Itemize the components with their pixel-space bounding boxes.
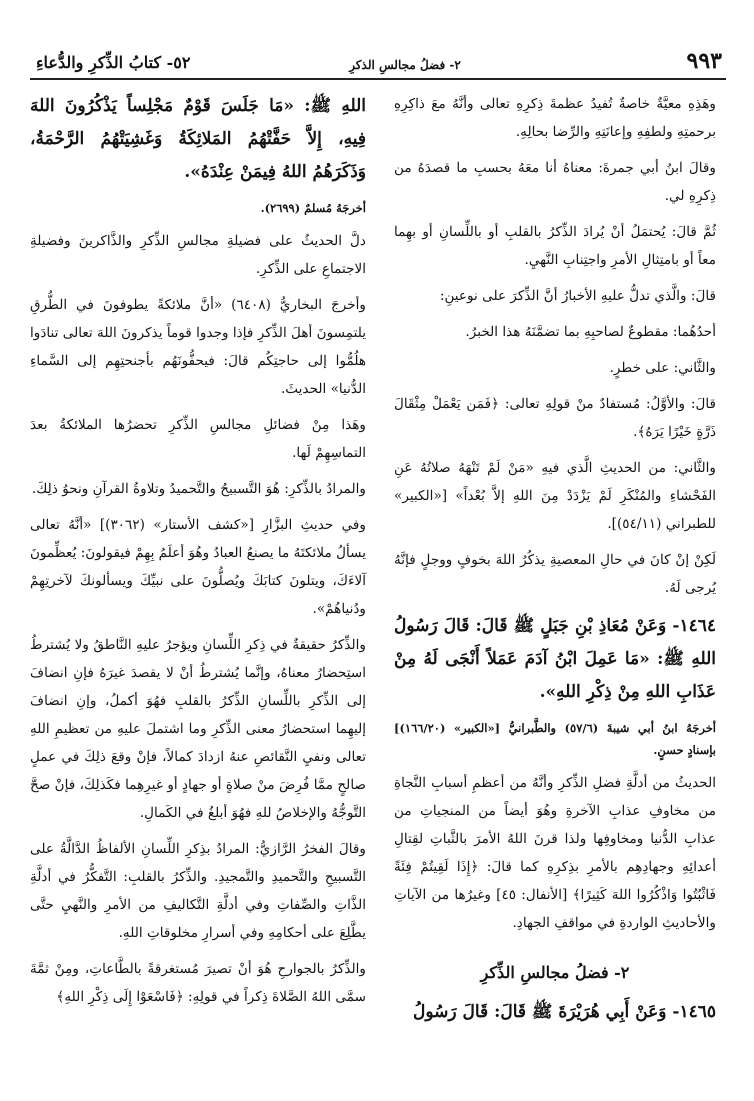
paragraph: قالَ: والأوَّلُ: مُستفادٌ منْ قولِهِ تعالى: ﴿فَمَن يَعْمَلْ مِثْقَالَ ذَرَّةٍ خَيْرًا يَرَهُ﴾. bbox=[394, 396, 716, 440]
running-book-title: ٥٢- كتابُ الذِّكرِ والدُّعاءِ bbox=[36, 53, 191, 72]
paragraph: والذِّكرُ حقيقةٌ في ذِكرِ اللِّسانِ ويؤجرُ عليهِ النَّاطقُ ولا يُشترطُ استِحضارُ معناهُ، وإنَّما يُشترطُ أنْ لا يقصدَ غيرَهُ فإنِ انضافَ إلى الذِّكرِ باللِّسانِ الذِّكرُ بالقلبِ فهُوَ أكملُ، وإنِ انضافَ إليهِما استحضارُ معنى الذِّكرِ وما اشتملَ عليهِ من تعظيمِ اللهِ تعالى ونفيِ النَّقائصِ عنهُ ازدادَ كمالاً، فإنْ وقعَ ذلِكَ في عملٍ صالحٍ ممَّا فُرِضَ منْ صلاةٍ أو جهادٍ أو غيرِهِما فكَذلِكَ، فإنْ صحَّ التَّوجُّهُ والإخلاصُ للهِ فهُوَ أبلغُ في الكَمالِ. bbox=[30, 637, 366, 821]
section-heading: ٢- فضلُ مجالسِ الذِّكرِ bbox=[480, 963, 630, 982]
left-column bbox=[30, 90, 366, 1019]
paragraph: أحدُهُما: مقطوعٌ لصاحبِهِ بما تضمَّنَهُ هذا الخبرُ. bbox=[465, 324, 716, 340]
paragraph: وأخرجَ البخاريُّ (٦٤٠٨) «أنَّ ملائكةً يطوفونَ في الطُّرقِ يلتمِسونَ أهلَ الذِّكرِ فإذا وجدوا قوماً يذكرونَ اللهَ تعالى تنادَوا هلُمُّوا إلى حاجتِكُم قالَ: فيحفُّونَهُم بأجنحتِهِم إلى السَّماءِ الدُّنيا» الحديثَ. bbox=[30, 297, 366, 397]
running-section-title: ٢- فضلُ مجالسِ الذكرِ bbox=[349, 58, 461, 72]
hadith-1465-source: أخرجَهُ مُسلمٌ (٢٦٩٩). bbox=[260, 201, 366, 215]
paragraph: قالَ: والَّذي تدلُّ عليهِ الأخبارُ أنَّ الذِّكرَ على نوعينِ: bbox=[439, 288, 716, 304]
paragraph: وقالَ الفخرُ الرَّازيُّ: المرادُ بذِكرِ اللِّسانِ الألفاظُ الدَّالَّةُ على التَّسبيحِ والتَّحميدِ والتَّمجيدِ. والذِّكرُ بالقلبِ: التَّفكُّرُ في أدلَّةِ الذَّاتِ والصِّفاتِ وفي أدلَّةِ التَّكاليفِ من الأمرِ والنَّهيِ حتَّى يطَّلِعَ على أحكامِهِ وفي أسرارِ مخلوقاتِ اللهِ. bbox=[30, 841, 366, 941]
paragraph: الحديثُ من أدلَّةِ فضلِ الذِّكرِ وأنَّهُ من أعظمِ أسبابِ النَّجاةِ من مخاوفِ عذابِ الآخرةِ وهُوَ أيضاً من المنجياتِ من عذابِ الدُّنيا ومخاوفِها ولذا قرنَ اللهُ الأمرَ بالثَّباتِ لقِتالِ أعدائِهِ وجهادِهِم بالأمرِ بذِكرِهِ كما قالَ: ﴿إِذَا لَقِيتُمْ فِئَةً فَاثْبُتُوا وَاذْكُرُوا اللهَ كَثِيرًا﴾ [الأنفال: ٤٥] وغيرُها من الآياتِ والأحاديثِ الواردةِ في مواقفِ الجهادِ. bbox=[394, 775, 716, 931]
paragraph: ثُمَّ قالَ: يُحتمَلُ أنْ يُرادَ الذِّكرُ بالقلبِ أو باللِّسانِ أو بهِما معاً أو بامتِثالِ الأمرِ واجتِنابِ النَّهيِ. bbox=[394, 224, 716, 268]
hadith-1465-start: ١٤٦٥- وَعَنْ أَبِي هُرَيْرَةَ ﷺ قَالَ: قَالَ رَسُولُ bbox=[412, 1002, 716, 1022]
hadith-1464: ١٤٦٤- وَعَنْ مُعَاذِ بْنِ جَبَلٍ ﷺ قَالَ: قَالَ رَسُولُ اللهِ ﷺ: «مَا عَمِلَ ابْنُ آدَمَ عَمَلاً أَنْجَى لَهُ مِنْ عَذَابِ اللهِ مِنْ ذِكْرِ اللهِ». bbox=[394, 616, 716, 702]
hadith-1465-continued: اللهِ ﷺ: «مَا جَلَسَ قَوْمٌ مَجْلِساً يَذْكُرُونَ اللهَ فِيهِ، إِلاَّ حَفَّتْهُمُ المَلائِكَةُ وَغَشِيَتْهُمُ الرَّحْمَةُ، وَذَكَرَهُمُ اللهُ فِيمَنْ عِنْدَهُ». bbox=[30, 96, 366, 182]
paragraph: والذِّكرُ بالجوارحِ هُوَ أنْ تصيرَ مُستغرقةً بالطَّاعاتِ، ومِنْ ثمَّةَ سمَّى اللهُ الصَّلاةَ ذِكراً في قولِهِ: ﴿فَاسْعَوْا إِلَى ذِكْرِ اللهِ﴾ bbox=[30, 961, 366, 1005]
page-number: ٩٩٣ bbox=[686, 48, 722, 74]
paragraph: لَكِنْ إنْ كانَ في حالِ المعصيةِ يذكُرُ اللهَ بخوفٍ ووجلٍ فإنَّهُ يُرجى لَهُ. bbox=[394, 552, 716, 596]
paragraph: وفي حديثِ البزَّارِ [«كشف الأستار» (٣٠٦٢)] «أنَّهُ تعالى يسألُ ملائكتَهُ ما يصنعُ العبادُ وهُوَ أعلَمُ بِهِمْ فيقولونَ: يُعظِّمونَ آلاءَكَ، ويتلونَ كتابَكَ ويُصلُّونَ على نبيِّكَ ويسألونكَ لآخرتِهِمْ ودُنياهُمْ». bbox=[30, 517, 366, 617]
hadith-1464-source: أخرجَهُ ابنُ أبي شيبةَ (٥٧/٦) والطَّبرانيُّ [«الكبير» (١٦٦/٢٠)] بإسنادٍ حسنٍ. bbox=[394, 721, 716, 757]
right-column bbox=[394, 90, 716, 1037]
paragraph: والثَّاني: على خطرٍ. bbox=[609, 360, 716, 376]
header-rule bbox=[30, 78, 726, 80]
paragraph: وقالَ ابنُ أبي جمرةَ: معناهُ أنا معَهُ بحسبِ ما قصدَهُ من ذِكرِهِ لي. bbox=[394, 160, 716, 204]
paragraph: والثَّاني: من الحديثِ الَّذي فيهِ «مَنْ لَمْ تَنْهَهُ صلاتُهُ عَنِ الفَحْشاءِ والمُنْكَرِ لَمْ يَزْدَدْ مِنَ اللهِ إلاَّ بُعْداً» [«الكبير» للطبراني (٥٤/١١)]. bbox=[394, 460, 716, 532]
paragraph: دلَّ الحديثُ على فضيلةِ مجالسِ الذِّكرِ والذَّاكرينَ وفضيلةِ الاجتماعِ على الذِّكرِ. bbox=[30, 233, 366, 277]
paragraph: وهَذِهِ معيَّةٌ خاصةٌ تُفيدُ عظمةَ ذِكرِهِ تعالى وأنَّهُ معَ ذاكِرِهِ برحمتِهِ ولطفِهِ وإعانَتِهِ والرِّضا بحالِهِ. bbox=[394, 96, 716, 140]
page-header bbox=[30, 48, 726, 78]
paragraph: والمرادُ بالذِّكرِ: هُوَ التَّسبيحُ والتَّحميدُ وتلاوةُ القرآنِ ونحوُ ذلِكَ. bbox=[31, 481, 366, 497]
paragraph: وهَذا مِنْ فضائلِ مجالسِ الذِّكرِ تحضرُها الملائكةُ بعدَ التماسِهِمْ لَها. bbox=[30, 417, 366, 461]
